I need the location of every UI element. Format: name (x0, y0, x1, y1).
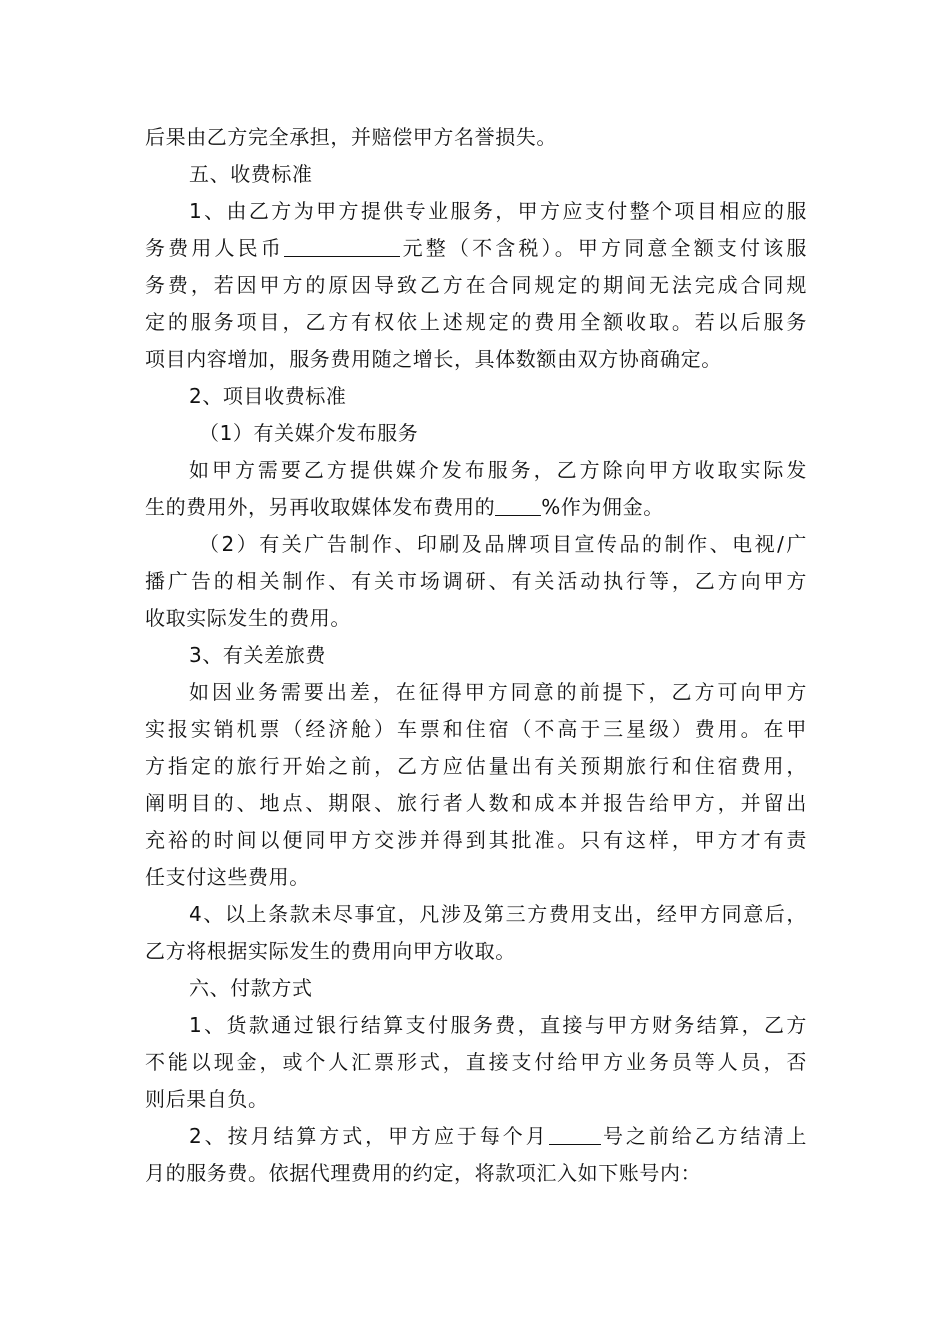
paragraph-line: 不能以现金，或个人汇票形式，直接支付给甲方业务员等人员，否 (145, 1050, 807, 1074)
paragraph-line: 项目内容增加，服务费用随之增长，具体数额由双方协商确定。 (145, 347, 722, 371)
fill-in-blank-percent (495, 491, 541, 516)
paragraph-line-with-blank (145, 230, 807, 267)
paragraph-line: （2）有关广告制作、印刷及品牌项目宣传品的制作、电视/广 (199, 532, 807, 556)
paragraph-line: 如因业务需要出差，在征得甲方同意的前提下，乙方可向甲方 (189, 680, 807, 704)
paragraph-line: 充裕的时间以便同甲方交涉并得到其批准。只有这样，甲方才有责 (145, 828, 807, 852)
subheading-media-service: （1）有关媒介发布服务 (199, 421, 419, 445)
paragraph-line: 务费，若因甲方的原因导致乙方在合同规定的期间无法完成合同规 (145, 273, 807, 297)
text-segment: 号之前给乙方结清上 (600, 1124, 808, 1148)
paragraph-line: 任支付这些费用。 (145, 865, 310, 889)
fill-in-blank-day (549, 1120, 601, 1145)
paragraph-line: 定的服务项目，乙方有权依上述规定的费用全额收取。若以后服务 (145, 310, 807, 334)
section-heading-payment: 六、付款方式 (189, 976, 313, 1000)
text-segment: %作为佣金。 (541, 495, 664, 519)
section-heading-fees: 五、收费标准 (189, 162, 313, 186)
document-body (145, 119, 807, 1192)
text-segment: 生的费用外，另再收取媒体发布费用的 (145, 495, 496, 519)
paragraph-line: 月的服务费。依据代理费用的约定，将款项汇入如下账号内： (145, 1161, 702, 1185)
text-segment: 元整（不含税）。甲方同意全额支付该服 (400, 236, 807, 260)
paragraph-line: 则后果自负。 (145, 1087, 269, 1111)
paragraph-line: 乙方将根据实际发生的费用向甲方收取。 (145, 939, 516, 963)
paragraph-line: 收取实际发生的费用。 (145, 606, 351, 630)
paragraph-line: 如甲方需要乙方提供媒介发布服务，乙方除向甲方收取实际发 (189, 458, 807, 482)
paragraph-line-with-blank (145, 489, 807, 526)
text-segment: 2、按月结算方式，甲方应于每个月 (189, 1124, 549, 1148)
subheading-travel: 3、有关差旅费 (189, 643, 326, 667)
paragraph-line: 1、货款通过银行结算支付服务费，直接与甲方财务结算，乙方 (189, 1013, 807, 1037)
paragraph-line: 4、以上条款未尽事宜，凡涉及第三方费用支出，经甲方同意后， (189, 902, 807, 926)
paragraph-line: 播广告的相关制作、有关市场调研、有关活动执行等，乙方向甲方 (145, 569, 807, 593)
paragraph-line: 阐明目的、地点、期限、旅行者人数和成本并报告给甲方，并留出 (145, 791, 807, 815)
subheading-project-fees: 2、项目收费标准 (189, 384, 347, 408)
text-segment: 务费用人民币 (145, 236, 284, 260)
paragraph-line: 实报实销机票（经济舱）车票和住宿（不高于三星级）费用。在甲 (145, 717, 807, 741)
paragraph-line-with-blank (145, 1118, 807, 1155)
paragraph-line: 方指定的旅行开始之前，乙方应估量出有关预期旅行和住宿费用， (145, 754, 807, 778)
fill-in-blank-amount (284, 232, 400, 257)
paragraph-line: 1、由乙方为甲方提供专业服务，甲方应支付整个项目相应的服 (189, 199, 807, 223)
paragraph-line: 后果由乙方完全承担，并赔偿甲方名誉损失。 (145, 125, 557, 149)
